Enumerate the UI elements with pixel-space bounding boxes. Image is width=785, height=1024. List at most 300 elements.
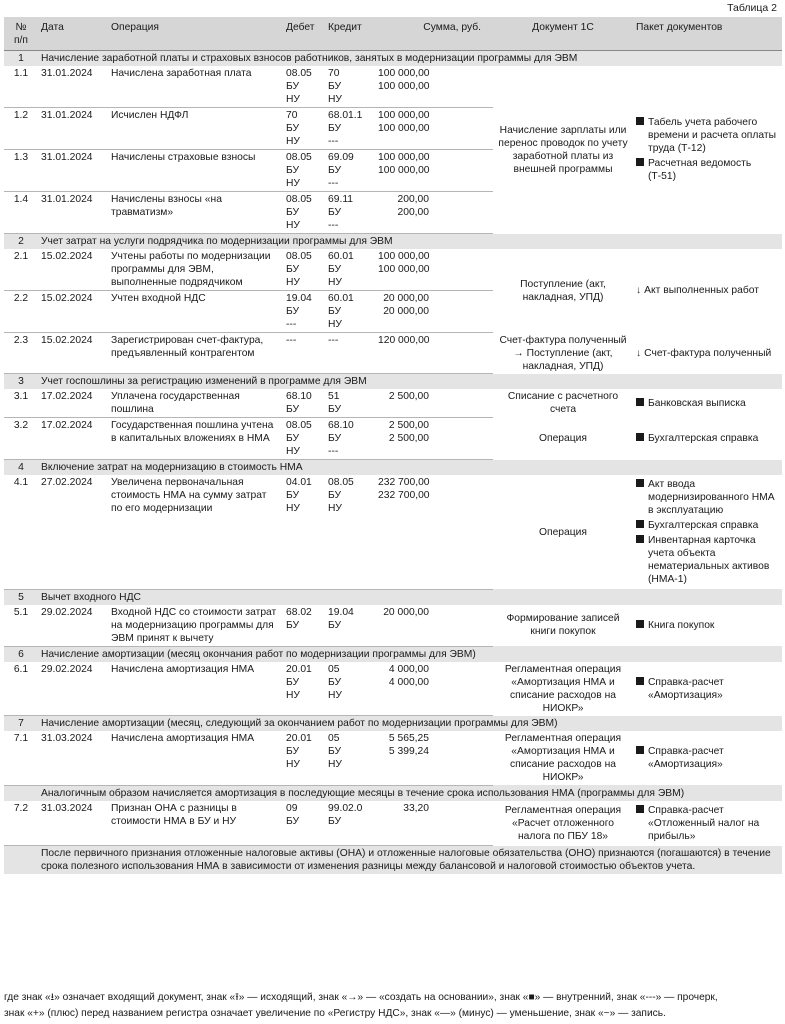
row-sum xyxy=(375,192,493,234)
internal-doc-icon xyxy=(636,677,644,685)
package-text: Бухгалтерская справка xyxy=(648,520,759,531)
package-text: Расчетная ведомость (Т-51) xyxy=(648,158,752,183)
section-num: 2 xyxy=(4,234,38,250)
row-date: 31.03.2024 xyxy=(38,801,108,846)
cell-line: БУ xyxy=(328,676,342,688)
row-credit xyxy=(325,333,375,374)
doc-1c xyxy=(493,333,633,374)
package xyxy=(633,418,782,460)
cell-line: 2 500,00 xyxy=(388,433,429,444)
cell-line: 19.04 xyxy=(328,606,354,618)
postings-table xyxy=(4,17,782,874)
cell-line: 09 xyxy=(286,802,298,814)
cell-line: 19.04 xyxy=(286,293,312,304)
row-debit xyxy=(283,801,325,846)
row-sum xyxy=(375,662,493,716)
section-row xyxy=(4,234,782,250)
package xyxy=(633,801,782,846)
doc-1c xyxy=(493,801,633,846)
row-num: 6.1 xyxy=(4,662,38,716)
row-debit xyxy=(283,605,325,647)
doc-1c xyxy=(493,731,633,785)
legend-line: знак «+» (плюс) перед названием регистра означает увеличение по «Регистру НДС», знак «—» (минус) — уменьшение, знак «~» — запись. xyxy=(4,1008,666,1019)
table-row xyxy=(4,731,782,785)
note-row xyxy=(4,846,782,875)
cell-line: 33,20 xyxy=(403,802,429,814)
table-row xyxy=(4,605,782,647)
package xyxy=(633,249,782,333)
row-date: 17.02.2024 xyxy=(38,389,108,418)
section-num: 4 xyxy=(4,460,38,476)
cell-line: 68.10 xyxy=(286,391,312,402)
cell-line: --- xyxy=(328,335,339,346)
doc-1c-text: Регламентная операция «Амортизация НМА и списание расходов на НИОКР» xyxy=(504,733,622,783)
cell-line: БУ xyxy=(328,490,342,501)
package-item xyxy=(636,619,779,632)
cell-line: НУ xyxy=(286,178,300,189)
table-row xyxy=(4,66,782,108)
row-num: 5.1 xyxy=(4,605,38,647)
cell-line: 05 xyxy=(328,663,340,675)
row-sum xyxy=(375,605,493,647)
table-row xyxy=(4,249,782,291)
internal-doc-icon xyxy=(636,398,644,406)
cell-line: 100 000,00 xyxy=(378,152,430,163)
package xyxy=(633,475,782,589)
row-date: 15.02.2024 xyxy=(38,249,108,291)
section-num: 3 xyxy=(4,374,38,390)
package-text: Табель учета рабочего времени и расчета оплаты труда (Т-12) xyxy=(648,117,776,155)
row-credit xyxy=(325,150,375,192)
package-text: Акт ввода модернизированного НМА в эксплуатацию xyxy=(648,479,775,516)
row-num: 1.3 xyxy=(4,150,38,192)
row-operation: Увеличена первоначальная стоимость НМА на сумму затрат по его модернизации xyxy=(108,475,283,589)
cell-line: НУ xyxy=(286,94,300,105)
row-debit xyxy=(283,192,325,234)
row-sum xyxy=(375,475,493,589)
internal-doc-icon xyxy=(636,620,644,628)
row-sum xyxy=(375,249,493,291)
package-item xyxy=(636,347,779,360)
row-debit xyxy=(283,662,325,716)
package-item xyxy=(636,676,779,702)
package xyxy=(633,66,782,234)
row-num: 4.1 xyxy=(4,475,38,589)
cell-line: БУ xyxy=(328,207,342,218)
cell-line: --- xyxy=(286,319,297,330)
cell-line: 69.09 xyxy=(328,152,354,163)
package-text: Бухгалтерская справка xyxy=(648,433,759,444)
package xyxy=(633,605,782,647)
cell-line: БУ xyxy=(286,404,300,415)
row-operation: Зарегистрирован счет-фактура, предъявленный контрагентом xyxy=(108,333,283,374)
cell-line: БУ xyxy=(286,676,300,688)
section-title: Начисление амортизации (месяц окончания работ по модернизации программы для ЭВМ) xyxy=(38,646,782,662)
col-num: № п/п xyxy=(4,17,38,51)
cell-line: БУ xyxy=(328,81,342,92)
cell-line: 100 000,00 xyxy=(378,264,430,275)
cell-line: 120 000,00 xyxy=(378,335,430,346)
doc-1c-text: Операция xyxy=(539,433,587,444)
cell-line: 100 000,00 xyxy=(378,123,430,134)
cell-line: БУ xyxy=(328,404,342,415)
legend xyxy=(4,990,782,1022)
cell-line: 100 000,00 xyxy=(378,81,430,92)
row-sum xyxy=(375,291,493,333)
package-text: Акт выполненных работ xyxy=(644,285,759,297)
section-row xyxy=(4,51,782,67)
package-text: Инвентарная карточка учета объекта нематериальных активов (НМА-1) xyxy=(648,535,770,585)
row-date: 15.02.2024 xyxy=(38,291,108,333)
row-num: 1.4 xyxy=(4,192,38,234)
doc-1c-text: Списание с расчетного счета xyxy=(507,391,619,416)
cell-line: 2 500,00 xyxy=(388,420,429,431)
section-title: Учет затрат на услуги подрядчика по модернизации программы для ЭВМ xyxy=(38,234,782,250)
row-operation: Начислена заработная плата xyxy=(108,66,283,108)
package-item xyxy=(636,284,779,297)
cell-line: БУ xyxy=(286,81,300,92)
col-debit: Дебет xyxy=(283,17,325,51)
row-credit xyxy=(325,389,375,418)
cell-line: 70 xyxy=(328,68,340,79)
section-title: Вычет входного НДС xyxy=(38,589,782,605)
row-debit xyxy=(283,291,325,333)
table-row xyxy=(4,418,782,460)
row-num: 2.2 xyxy=(4,291,38,333)
row-date: 31.01.2024 xyxy=(38,108,108,150)
cell-line: 100 000,00 xyxy=(378,110,430,121)
package xyxy=(633,389,782,418)
col-package: Пакет документов xyxy=(633,17,782,51)
note-text: После первичного признания отложенные налоговые активы (ОНА) и отложенные налоговые обязательства (ОНО) признаются (погашаются) в течение срока полезного использования НМА в зависимости от изменения разницы между балансовой и налоговой стоимостью объектов учета. xyxy=(38,846,782,875)
cell-line: БУ xyxy=(286,123,300,134)
row-date: 31.01.2024 xyxy=(38,192,108,234)
cell-line: БУ xyxy=(328,815,342,827)
row-num: 1.1 xyxy=(4,66,38,108)
doc-1c-text: Регламентная операция «Расчет отложенного налога по ПБУ 18» xyxy=(504,804,622,842)
row-debit xyxy=(283,418,325,460)
table-row xyxy=(4,801,782,846)
row-operation: Уплачена государственная пошлина xyxy=(108,389,283,418)
row-sum xyxy=(375,731,493,785)
row-sum xyxy=(375,333,493,374)
row-debit xyxy=(283,389,325,418)
row-sum xyxy=(375,150,493,192)
cell-line: --- xyxy=(328,220,339,231)
row-credit xyxy=(325,108,375,150)
row-sum xyxy=(375,66,493,108)
row-date: 31.01.2024 xyxy=(38,66,108,108)
package xyxy=(633,731,782,785)
package-text: Справка-расчет «Амортизация» xyxy=(648,746,724,770)
row-credit xyxy=(325,249,375,291)
row-debit xyxy=(283,731,325,785)
section-row xyxy=(4,646,782,662)
cell-line: БУ xyxy=(328,165,342,176)
cell-line: НУ xyxy=(328,503,342,514)
cell-line: БУ xyxy=(286,207,300,218)
table-header xyxy=(4,17,782,51)
row-credit xyxy=(325,66,375,108)
row-date: 31.03.2024 xyxy=(38,731,108,785)
row-credit xyxy=(325,418,375,460)
row-debit xyxy=(283,333,325,374)
cell-line: БУ xyxy=(328,433,342,444)
row-debit xyxy=(283,150,325,192)
cell-line: НУ xyxy=(328,689,342,701)
row-date: 15.02.2024 xyxy=(38,333,108,374)
doc-1c-text: Начисление зарплаты или перенос проводок по учету заработной платы из внешней программы xyxy=(498,124,628,175)
section-row xyxy=(4,716,782,732)
package-item xyxy=(636,397,779,410)
cell-line: 08.05 xyxy=(286,420,312,431)
col-sum: Сумма, руб. xyxy=(375,17,493,51)
package-text: Книга покупок xyxy=(648,619,715,631)
package-text: Справка-расчет «Отложенный налог на прибыль» xyxy=(648,804,760,842)
doc-1c xyxy=(493,249,633,333)
cell-line: 05 xyxy=(328,733,340,744)
cell-line: НУ xyxy=(286,220,300,231)
row-debit xyxy=(283,108,325,150)
cell-line: 100 000,00 xyxy=(378,165,430,176)
cell-line: 60.01 xyxy=(328,251,354,262)
doc-1c xyxy=(493,662,633,716)
doc-1c xyxy=(493,389,633,418)
table-caption: Таблица 2 xyxy=(727,2,777,14)
doc-1c-text: Поступление (акт, накладная, УПД) xyxy=(520,278,606,303)
col-date: Дата xyxy=(38,17,108,51)
package-item xyxy=(636,116,779,155)
row-date: 27.02.2024 xyxy=(38,475,108,589)
cell-line: БУ xyxy=(328,746,342,757)
cell-line: 08.05 xyxy=(286,251,312,262)
cell-line: БУ xyxy=(286,746,300,757)
row-credit xyxy=(325,605,375,647)
cell-line: БУ xyxy=(286,165,300,176)
legend-line: где знак «⭳» означает входящий документ, знак «⭱» — исходящий, знак «→» — «создать на основании», знак «■» — внутренний, знак «---» — прочерк, xyxy=(4,992,718,1003)
section-num: 7 xyxy=(4,716,38,732)
package-text: Справка-расчет «Амортизация» xyxy=(648,676,724,701)
package-item xyxy=(636,804,779,843)
cell-line: 200,00 xyxy=(397,207,429,218)
cell-line: --- xyxy=(286,335,297,346)
cell-line: БУ xyxy=(328,306,342,317)
row-sum xyxy=(375,389,493,418)
cell-line: НУ xyxy=(328,759,342,770)
cell-line: БУ xyxy=(328,619,342,631)
table-row xyxy=(4,662,782,716)
section-row xyxy=(4,374,782,390)
cell-line: 232 700,00 xyxy=(378,490,430,501)
cell-line: НУ xyxy=(328,277,342,288)
cell-line: БУ xyxy=(286,306,300,317)
row-num: 2.1 xyxy=(4,249,38,291)
cell-line: 20 000,00 xyxy=(383,293,429,304)
cell-line: 232 700,00 xyxy=(378,477,430,488)
section-row xyxy=(4,460,782,476)
cell-line: 20 000,00 xyxy=(383,306,429,317)
package xyxy=(633,662,782,716)
section-num: 5 xyxy=(4,589,38,605)
package-text: Банковская выписка xyxy=(648,397,746,409)
cell-line: 68.02 xyxy=(286,606,312,618)
cell-line: 4 000,00 xyxy=(388,663,429,675)
package xyxy=(633,333,782,374)
cell-line: 20 000,00 xyxy=(383,606,429,618)
cell-line: БУ xyxy=(328,123,342,134)
section-title: Начисление амортизации (месяц, следующий за окончанием работ по модернизации программы для ЭВМ) xyxy=(38,716,782,732)
col-credit: Кредит xyxy=(325,17,375,51)
internal-doc-icon xyxy=(636,746,644,754)
row-operation: Учтен входной НДС xyxy=(108,291,283,333)
section-title: Включение затрат на модернизацию в стоимость НМА xyxy=(38,460,782,476)
cell-line: 5 565,25 xyxy=(388,733,429,744)
cell-line: 4 000,00 xyxy=(388,676,429,688)
section-row xyxy=(4,589,782,605)
cell-line: 68.10 xyxy=(328,420,354,431)
cell-line: БУ xyxy=(286,815,300,827)
row-credit xyxy=(325,291,375,333)
cell-line: БУ xyxy=(286,490,300,501)
package-item xyxy=(636,157,779,183)
row-num: 2.3 xyxy=(4,333,38,374)
row-num: 3.1 xyxy=(4,389,38,418)
row-operation: Входной НДС со стоимости затрат на модернизацию программы для ЭВМ принят к вычету xyxy=(108,605,283,647)
row-operation: Государственная пошлина учтена в капитальных вложениях в НМА xyxy=(108,418,283,460)
doc-1c-text: Регламентная операция «Амортизация НМА и списание расходов на НИОКР» xyxy=(504,663,622,714)
row-date: 29.02.2024 xyxy=(38,662,108,716)
row-operation: Начислены страховые взносы xyxy=(108,150,283,192)
row-operation: Начислена амортизация НМА xyxy=(108,662,283,716)
cell-line: --- xyxy=(328,178,339,189)
section-num: 1 xyxy=(4,51,38,67)
row-debit xyxy=(283,66,325,108)
package-item xyxy=(636,478,779,517)
cell-line: БУ xyxy=(286,619,300,631)
doc-1c xyxy=(493,66,633,234)
table-row xyxy=(4,389,782,418)
table-row xyxy=(4,475,782,589)
row-credit xyxy=(325,192,375,234)
row-operation: Признан ОНА с разницы в стоимости НМА в БУ и НУ xyxy=(108,801,283,846)
internal-doc-icon xyxy=(636,535,644,543)
doc-1c-text: Операция xyxy=(539,526,587,538)
row-num: 1.2 xyxy=(4,108,38,150)
cell-line: 99.02.0 xyxy=(328,802,363,814)
incoming-doc-icon: ↓ xyxy=(636,347,642,359)
row-num: 7.1 xyxy=(4,731,38,785)
cell-line: БУ xyxy=(286,433,300,444)
row-sum xyxy=(375,418,493,460)
cell-line: 60.01 xyxy=(328,293,354,304)
row-date: 29.02.2024 xyxy=(38,605,108,647)
cell-line: 08.05 xyxy=(286,68,312,79)
package-text: Счет-фактура полученный xyxy=(644,347,772,359)
cell-line: НУ xyxy=(286,689,300,701)
row-debit xyxy=(283,475,325,589)
row-credit xyxy=(325,475,375,589)
cell-line: 04.01 xyxy=(286,477,312,488)
row-credit xyxy=(325,731,375,785)
cell-line: 100 000,00 xyxy=(378,68,430,79)
cell-line: БУ xyxy=(286,264,300,275)
cell-line: 2 500,00 xyxy=(388,391,429,402)
cell-line: 20.01 xyxy=(286,663,312,675)
row-operation: Исчислен НДФЛ xyxy=(108,108,283,150)
section-num: 6 xyxy=(4,646,38,662)
col-operation: Операция xyxy=(108,17,283,51)
cell-line: 5 399,24 xyxy=(388,746,429,757)
row-sum xyxy=(375,108,493,150)
row-credit xyxy=(325,801,375,846)
cell-line: 20.01 xyxy=(286,733,312,744)
internal-doc-icon xyxy=(636,117,644,125)
cell-line: 51 xyxy=(328,391,340,402)
col-doc1c: Документ 1С xyxy=(493,17,633,51)
package-item xyxy=(636,519,779,532)
cell-line: 08.05 xyxy=(286,152,312,163)
cell-line: БУ xyxy=(328,264,342,275)
row-num: 3.2 xyxy=(4,418,38,460)
doc-1c xyxy=(493,605,633,647)
note-row xyxy=(4,785,782,801)
cell-line: НУ xyxy=(286,446,300,457)
package-item xyxy=(636,745,779,771)
doc-1c-text: Формирование записей книги покупок xyxy=(506,613,620,638)
cell-line: 68.01.1 xyxy=(328,110,363,121)
cell-line: 200,00 xyxy=(397,194,429,205)
cell-line: 69.11 xyxy=(328,194,354,205)
cell-line: --- xyxy=(328,446,339,457)
cell-line: 08.05 xyxy=(286,194,312,205)
row-debit xyxy=(283,249,325,291)
row-operation: Начислена амортизация НМА xyxy=(108,731,283,785)
cell-line: НУ xyxy=(286,136,300,147)
incoming-doc-icon: ↓ xyxy=(636,285,642,297)
note-text: Аналогичным образом начисляется амортизация в последующие месяцы в течение срока использования НМА (программы для ЭВМ) xyxy=(38,785,782,801)
internal-doc-icon xyxy=(636,479,644,487)
cell-line: НУ xyxy=(286,759,300,770)
internal-doc-icon xyxy=(636,805,644,813)
internal-doc-icon xyxy=(636,520,644,528)
table-row xyxy=(4,333,782,374)
internal-doc-icon xyxy=(636,158,644,166)
cell-line: 100 000,00 xyxy=(378,251,430,262)
internal-doc-icon xyxy=(636,433,644,441)
doc-1c-text: Счет-фактура полученный → Поступление (акт, накладная, УПД) xyxy=(499,334,627,372)
row-operation: Учтены работы по модернизации программы для ЭВМ, выполненные подрядчиком xyxy=(108,249,283,291)
section-title: Начисление заработной платы и страховых взносов работников, занятых в модернизации программы для ЭВМ xyxy=(38,51,782,67)
row-date: 31.01.2024 xyxy=(38,150,108,192)
section-title: Учет госпошлины за регистрацию изменений в программе для ЭВМ xyxy=(38,374,782,390)
cell-line: НУ xyxy=(286,277,300,288)
cell-line: НУ xyxy=(328,94,342,105)
package-item xyxy=(636,432,779,445)
cell-line: НУ xyxy=(286,503,300,514)
doc-1c xyxy=(493,418,633,460)
cell-line: 08.05 xyxy=(328,477,354,488)
cell-line: НУ xyxy=(328,319,342,330)
cell-line: --- xyxy=(328,136,339,147)
row-num: 7.2 xyxy=(4,801,38,846)
cell-line: 70 xyxy=(286,110,298,121)
row-credit xyxy=(325,662,375,716)
row-operation: Начислены взносы «на травматизм» xyxy=(108,192,283,234)
package-item xyxy=(636,534,779,586)
row-date: 17.02.2024 xyxy=(38,418,108,460)
row-sum xyxy=(375,801,493,846)
doc-1c xyxy=(493,475,633,589)
